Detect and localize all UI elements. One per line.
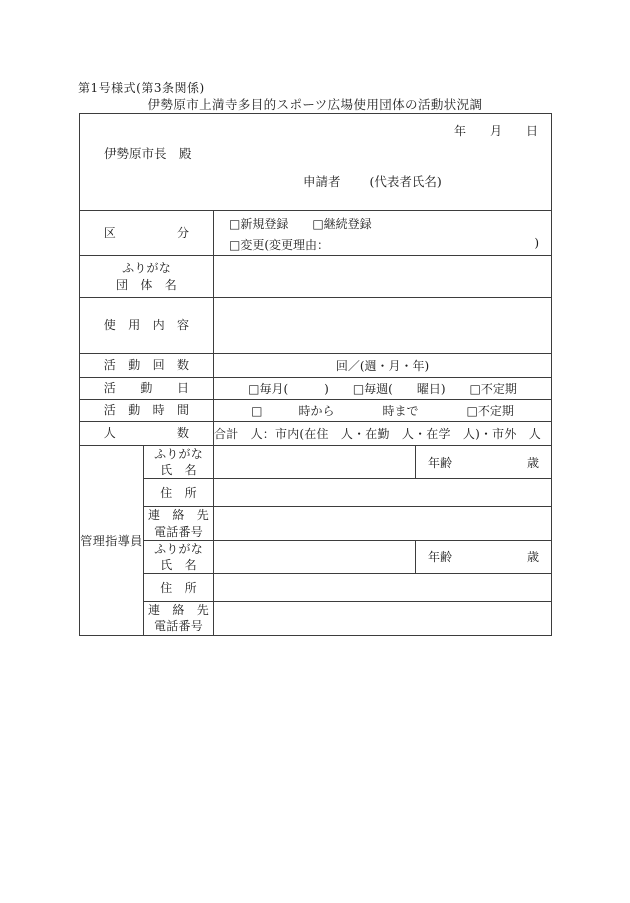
manager2-phone-field — [214, 602, 552, 635]
group-furigana-label: ふりがな — [122, 261, 171, 276]
form-title: 伊勢原市上満寺多目的スポーツ広場使用団体の活動状況調 — [147, 97, 483, 112]
category-row — [80, 211, 552, 256]
members-row — [80, 422, 552, 446]
usage-row — [80, 298, 552, 354]
addressee: 伊勢原市長 殿 — [104, 146, 192, 161]
change-option-label: □変更(変更理由： — [229, 237, 330, 252]
manager1-phone-row — [80, 507, 552, 540]
manager-section-label: 管理指導員 — [80, 446, 144, 636]
category-option-change — [229, 236, 539, 253]
form-table — [79, 113, 552, 636]
manager2-furigana-label: ふりがな — [154, 541, 203, 556]
manager2-name-row — [80, 540, 552, 573]
manager1-age-label: 年齢 — [428, 455, 453, 470]
change-option-close-paren: ) — [534, 235, 539, 250]
group-name-label-text: 団 体 名 — [115, 277, 177, 292]
applicant-line — [303, 172, 442, 190]
manager2-address-label: 住 所 — [144, 574, 214, 602]
activity-time-options: □ 時から 時まで □不定期 — [214, 400, 552, 422]
activity-day-row — [80, 378, 552, 400]
manager2-address-row — [80, 574, 552, 602]
group-name-field — [214, 256, 552, 298]
members-label: 人 数 — [80, 422, 214, 446]
manager1-name-row — [80, 446, 552, 479]
form-number: 第1号様式(第3条関係) — [78, 81, 205, 95]
group-name-label — [80, 256, 214, 298]
manager2-phone-row — [80, 602, 552, 635]
manager2-name-label-text: 氏 名 — [160, 557, 197, 572]
frequency-row — [80, 354, 552, 378]
category-label: 区 分 — [80, 211, 214, 256]
manager1-name-label-text: 氏 名 — [160, 463, 197, 478]
manager1-name-label — [144, 446, 214, 479]
usage-label: 使 用 内 容 — [80, 298, 214, 354]
header-row — [80, 114, 552, 211]
manager2-age-cell — [416, 540, 552, 573]
manager1-address-field — [214, 479, 552, 507]
category-options-registration: □新規登録 □継続登録 — [229, 216, 372, 231]
manager2-name-label — [144, 540, 214, 573]
manager1-address-label: 住 所 — [144, 479, 214, 507]
manager2-phone-label — [144, 602, 214, 635]
members-field: 合計 人：市内(在住 人・在勤 人・在学 人)・市外 人 — [214, 422, 552, 446]
frequency-label: 活 動 回 数 — [80, 354, 214, 378]
manager2-phone-label-text: 電話番号 — [154, 619, 203, 634]
manager1-address-row — [80, 479, 552, 507]
manager2-address-field — [214, 574, 552, 602]
group-name-row — [80, 256, 552, 298]
manager1-furigana-label: ふりがな — [154, 447, 203, 461]
manager1-age-unit: 歳 — [526, 455, 539, 470]
usage-field — [214, 298, 552, 354]
activity-day-label: 活 動 日 — [80, 378, 214, 400]
manager2-age-unit: 歳 — [526, 550, 539, 565]
applicant-label: 申請者 — [303, 174, 341, 189]
activity-time-label: 活 動 時 間 — [80, 400, 214, 422]
frequency-field: 回／(週・月・年) — [214, 354, 552, 378]
category-options-cell — [214, 211, 552, 256]
manager1-phone-label-text: 電話番号 — [154, 524, 203, 539]
manager1-age-cell — [416, 446, 552, 479]
date-line: 年 月 日 — [453, 124, 538, 138]
manager1-contact-label: 連 絡 先 — [147, 508, 209, 523]
manager1-phone-field — [214, 507, 552, 540]
manager2-name-field — [214, 540, 416, 573]
activity-day-options: □毎月( ) □毎週( 曜日) □不定期 — [214, 378, 552, 400]
header-cell — [80, 114, 552, 211]
manager1-name-field — [214, 446, 416, 479]
manager2-contact-label: 連 絡 先 — [147, 603, 209, 618]
manager1-phone-label — [144, 507, 214, 540]
manager2-age-label: 年齢 — [428, 550, 453, 565]
activity-time-row — [80, 400, 552, 422]
representative-name-label: (代表者氏名) — [369, 174, 442, 189]
